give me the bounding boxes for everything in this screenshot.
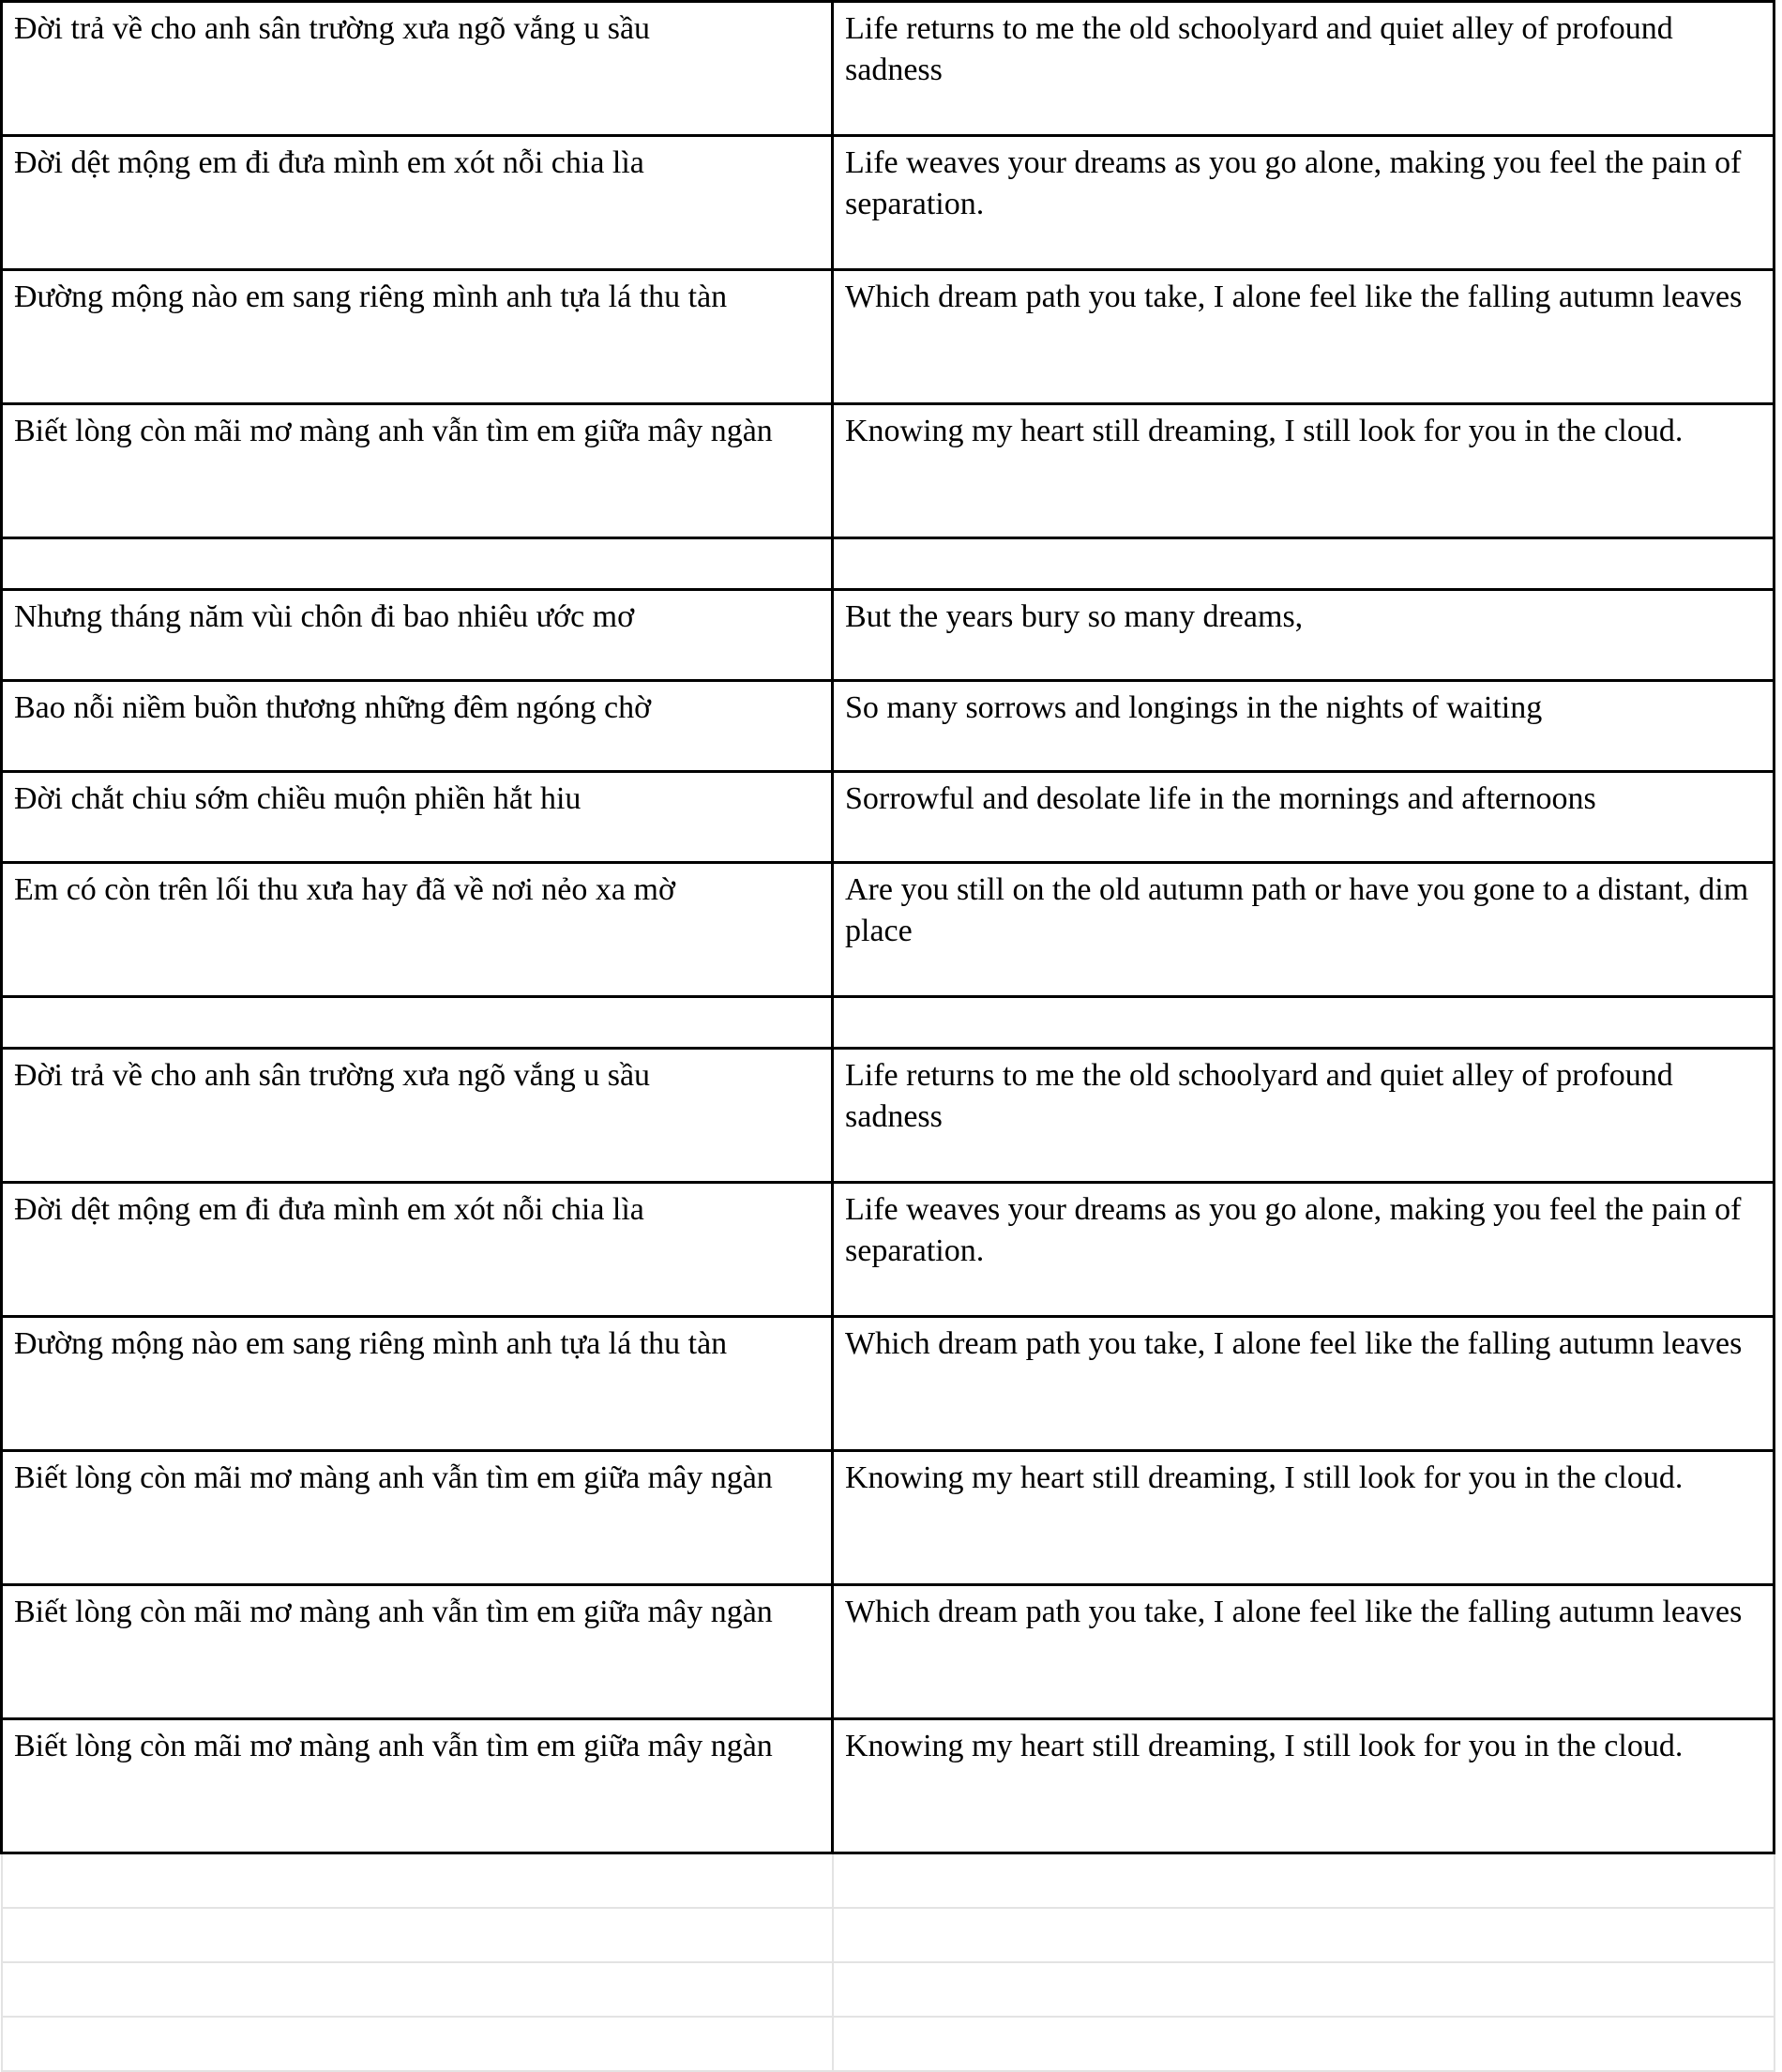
vietnamese-lyric-text: Đường mộng nào em sang riêng mình anh tựa lá thu tàn [14,1326,728,1361]
table-row [2,590,1774,681]
table-body [2,2,1774,2072]
english-translation-cell [833,1962,1774,2017]
vietnamese-lyric-cell [2,863,833,997]
vietnamese-lyric-text: Đời dệt mộng em đi đưa mình em xót nỗi chia lìa [14,1192,644,1227]
english-translation-cell [833,136,1774,270]
vietnamese-lyric-text: Biết lòng còn mãi mơ màng anh vẫn tìm em giữa mây ngàn [14,1595,773,1629]
english-translation-text: Life returns to me the old schoolyard and quiet alley of profound sadness [845,11,1682,88]
vietnamese-lyric-cell [2,1317,833,1451]
vietnamese-lyric-cell [2,1962,833,2017]
vietnamese-lyric-cell [2,404,833,538]
vietnamese-lyric-text: Đời trả về cho anh sân trường xưa ngõ vắng u sầu [14,1058,651,1093]
english-translation-text: But the years bury so many dreams, [845,599,1304,634]
table-spacer-row [2,997,1774,1049]
vietnamese-lyric-cell [2,538,833,590]
table-row [2,1317,1774,1451]
vietnamese-lyric-cell [2,590,833,681]
english-translation-cell [833,1317,1774,1451]
vietnamese-lyric-text: Nhưng tháng năm vùi chôn đi bao nhiêu ước mơ [14,599,635,634]
english-translation-cell [833,1908,1774,1962]
english-translation-cell [833,1183,1774,1317]
table-row [2,1183,1774,1317]
english-translation-text: Are you still on the old autumn path or have you gone to a distant, dim place [845,872,1757,949]
table-row [2,1049,1774,1183]
english-translation-cell [833,997,1774,1049]
english-translation-text: Knowing my heart still dreaming, I still look for you in the cloud. [845,1460,1684,1495]
vietnamese-lyric-text: Đường mộng nào em sang riêng mình anh tựa lá thu tàn [14,280,728,314]
vietnamese-lyric-cell [2,681,833,772]
vietnamese-lyric-text: Biết lòng còn mãi mơ màng anh vẫn tìm em giữa mây ngàn [14,1460,773,1495]
vietnamese-lyric-text: Em có còn trên lối thu xưa hay đã về nơi nẻo xa mờ [14,872,675,907]
table-row [2,270,1774,404]
table-row [2,681,1774,772]
vietnamese-lyric-cell [2,136,833,270]
vietnamese-lyric-cell [2,1585,833,1719]
vietnamese-lyric-text: Bao nỗi niềm buồn thương những đêm ngóng chờ [14,690,652,725]
table-blank-row [2,2017,1774,2071]
english-translation-text: So many sorrows and longings in the nights of waiting [845,690,1543,725]
english-translation-text: Life weaves your dreams as you go alone, making you feel the pain of separation. [845,145,1749,222]
table-row [2,772,1774,863]
table-row [2,1585,1774,1719]
english-translation-cell [833,2,1774,136]
english-translation-cell [833,270,1774,404]
english-translation-cell [833,1719,1774,1853]
table-blank-row [2,1853,1774,1909]
english-translation-text: Life weaves your dreams as you go alone, making you feel the pain of separation. [845,1192,1749,1269]
table-row [2,1451,1774,1585]
vietnamese-lyric-cell [2,270,833,404]
english-translation-text: Knowing my heart still dreaming, I still look for you in the cloud. [845,414,1684,448]
table-spacer-row [2,538,1774,590]
vietnamese-lyric-cell [2,1853,833,1909]
vietnamese-lyric-text: Đời dệt mộng em đi đưa mình em xót nỗi chia lìa [14,145,644,180]
table-row [2,136,1774,270]
english-translation-cell [833,1451,1774,1585]
vietnamese-lyric-cell [2,2,833,136]
vietnamese-lyric-cell [2,1719,833,1853]
english-translation-cell [833,1585,1774,1719]
vietnamese-lyric-text: Biết lòng còn mãi mơ màng anh vẫn tìm em giữa mây ngàn [14,1729,773,1763]
english-translation-cell [833,1853,1774,1909]
vietnamese-lyric-cell [2,1049,833,1183]
english-translation-text: Sorrowful and desolate life in the mornings and afternoons [845,781,1596,816]
english-translation-cell [833,590,1774,681]
vietnamese-lyric-cell [2,1908,833,1962]
english-translation-cell [833,404,1774,538]
english-translation-text: Which dream path you take, I alone feel like the falling autumn leaves [845,1595,1743,1629]
english-translation-cell [833,681,1774,772]
english-translation-cell [833,863,1774,997]
table-blank-row [2,1962,1774,2017]
vietnamese-lyric-text: Đời trả về cho anh sân trường xưa ngõ vắng u sầu [14,11,651,46]
english-translation-text: Which dream path you take, I alone feel like the falling autumn leaves [845,280,1743,314]
english-translation-text: Life returns to me the old schoolyard and quiet alley of profound sadness [845,1058,1682,1135]
table-row [2,863,1774,997]
english-translation-cell [833,772,1774,863]
english-translation-cell [833,538,1774,590]
vietnamese-lyric-cell [2,1451,833,1585]
english-translation-cell [833,1049,1774,1183]
vietnamese-lyric-cell [2,997,833,1049]
table-blank-row [2,1908,1774,1962]
table-row [2,404,1774,538]
vietnamese-lyric-cell [2,772,833,863]
vietnamese-lyric-cell [2,1183,833,1317]
english-translation-text: Knowing my heart still dreaming, I still look for you in the cloud. [845,1729,1684,1763]
table-row [2,2,1774,136]
english-translation-text: Which dream path you take, I alone feel like the falling autumn leaves [845,1326,1743,1361]
vietnamese-lyric-text: Đời chắt chiu sớm chiều muộn phiền hắt hiu [14,781,581,816]
english-translation-cell [833,2017,1774,2071]
vietnamese-lyric-text: Biết lòng còn mãi mơ màng anh vẫn tìm em giữa mây ngàn [14,414,773,448]
vietnamese-lyric-cell [2,2017,833,2071]
table-row [2,1719,1774,1853]
